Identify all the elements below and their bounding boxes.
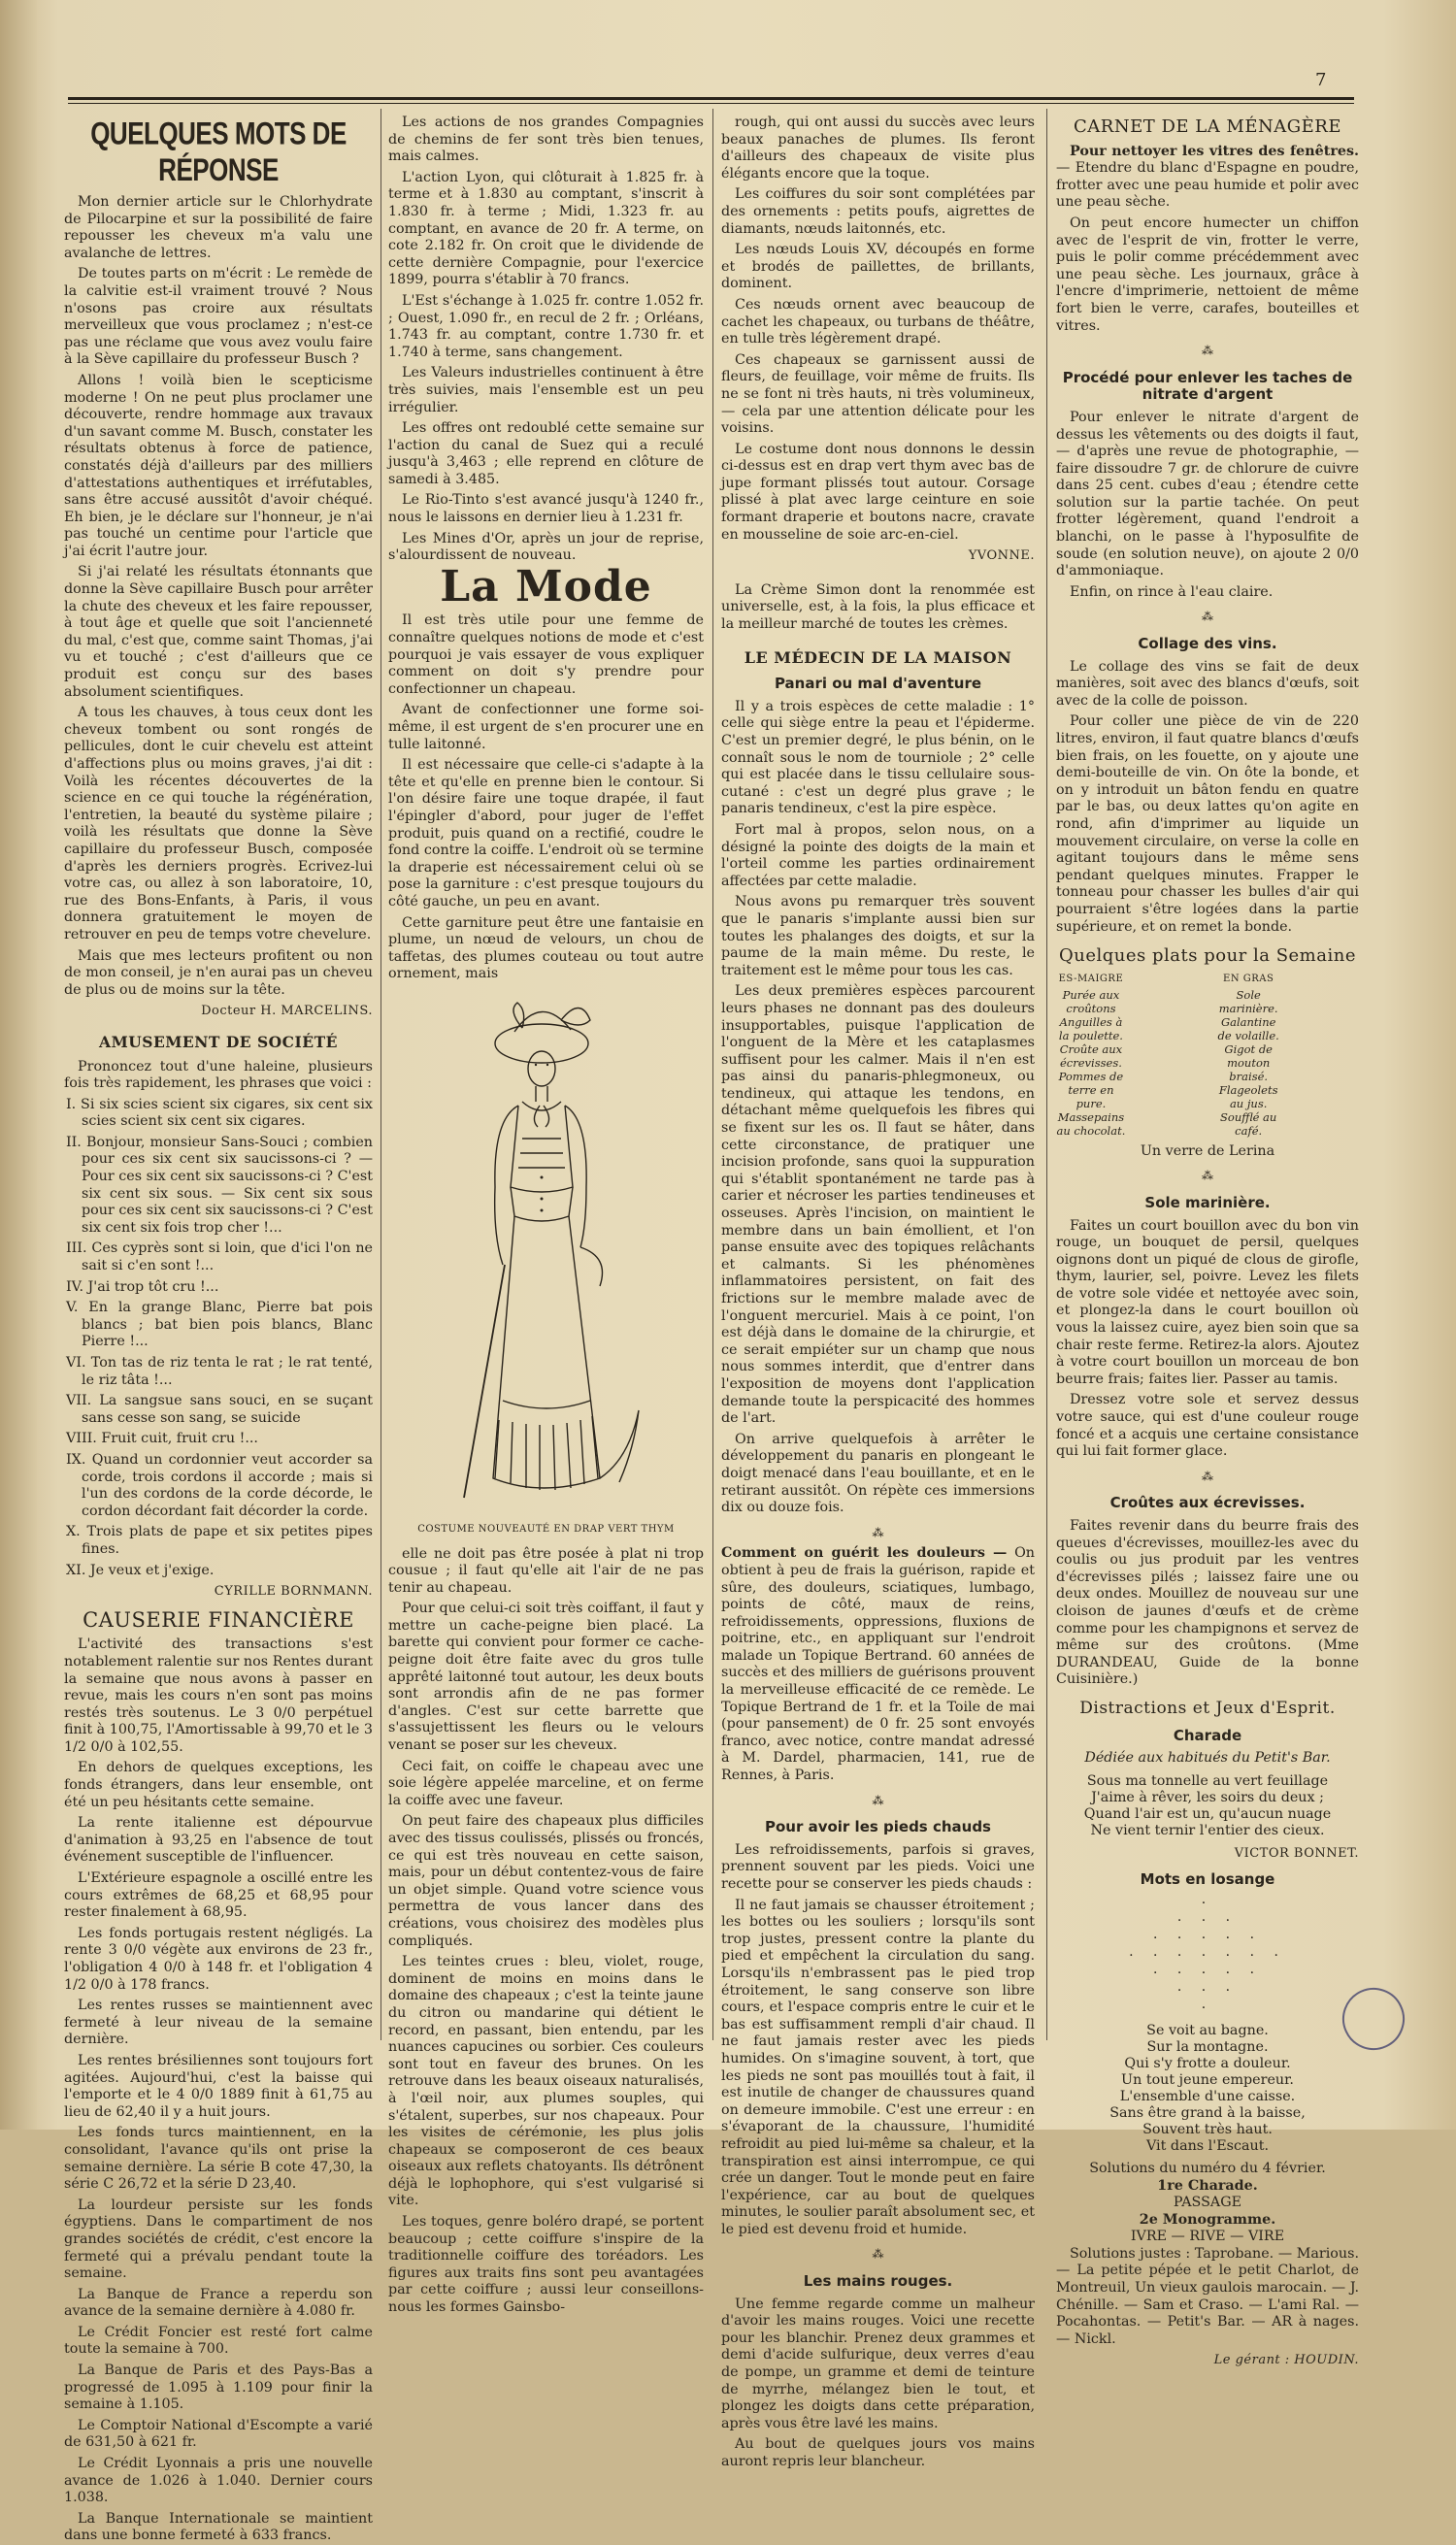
paragraph: Le Crédit Foncier est resté fort calme toute la semaine à 700. xyxy=(64,2324,373,2358)
section-title-carnet: CARNET DE LA MÉNAGÈRE xyxy=(1074,116,1341,137)
column-3 xyxy=(721,115,1035,2469)
paragraph: VII. La sangsue sans souci, en se suçant sans cesse son sang, se suicide xyxy=(66,1393,373,1426)
mode-body-before xyxy=(388,612,704,982)
header-rule-thin xyxy=(68,103,1354,104)
losange-clues xyxy=(1056,2023,1359,2155)
paragraph: IV. J'ai trop tôt cru !... xyxy=(66,1278,219,1295)
panari-body xyxy=(721,699,1035,1517)
column-2 xyxy=(388,115,704,2316)
clue-line: L'ensemble d'une caisse. xyxy=(1119,2088,1296,2104)
paragraph: La Banque Internationale se maintient dans une bonne fermeté à 633 francs. xyxy=(64,2510,373,2544)
clue-line: Se voit au bagne. xyxy=(1146,2022,1269,2038)
gerant-signature: Le gérant : HOUDIN. xyxy=(1213,2353,1359,2368)
separator-stars: ⁂ xyxy=(1202,610,1213,624)
paragraph: Les fonds portugais restent négligés. La rente 3 0/0 végète aux environs de 23 fr., l'obligation 4 0/0 à 148 fr. et l'obligation 4 1/2 0/0 à 178 francs. xyxy=(64,1925,373,1993)
subtitle-pieds: Pour avoir les pieds chauds xyxy=(764,1818,991,1836)
paragraph: X. Trois plats de pape et six petites pipes fines. xyxy=(66,1524,373,1557)
paragraph: Mais que mes lecteurs profitent ou non de mon conseil, je n'en aurai pas un cheveu de plus ou de moins sur la tête. xyxy=(64,947,373,998)
charade-poem xyxy=(1056,1773,1359,1839)
menu-item: Galantine de volaille. xyxy=(1217,1014,1279,1042)
paragraph: Ceci fait, on coiffe le chapeau avec une soie légère appelée marceline, et on ferme la coiffe avec une faveur. xyxy=(388,1758,704,1808)
clue-line: Un tout jeune empereur. xyxy=(1121,2071,1294,2088)
article-title-mode: La Mode xyxy=(440,561,652,611)
paragraph: Nous avons pu remarquer très souvent que le panaris s'implante aussi bien sur toutes les phalanges des doigts, et sur la paume de la main même. Du reste, le traitement est le même pour tous les cas. xyxy=(721,894,1035,978)
charade-dedication: Dédiée aux habitués du Petit's Bar. xyxy=(1084,1750,1331,1767)
subtitle-panari: Panari ou mal d'aventure xyxy=(774,675,982,693)
separator-stars: ⁂ xyxy=(1202,1469,1213,1483)
paragraph: Le Rio-Tinto s'est avancé jusqu'à 1240 fr., nous le laissons en dernier lieu à 1.231 fr. xyxy=(388,492,704,526)
column-1 xyxy=(64,115,373,2544)
paragraph: Les refroidissements, parfois si graves, prennent souvent par les pieds. Voici une recette pour se conserver les pieds chauds : xyxy=(721,1841,1035,1892)
paragraph: L'Extérieure espagnole a oscillé entre les cours extrêmes de 68,25 et 68,95 pour rester finalement à 68,95. xyxy=(64,1870,373,1921)
article-title-causerie: CAUSERIE FINANCIÈRE xyxy=(83,1607,354,1632)
menu-header: ES-MAIGRE xyxy=(1058,973,1124,984)
clue-line: Sans être grand à la baisse, xyxy=(1109,2104,1306,2121)
losange-row: · · · · · xyxy=(1152,1965,1263,1981)
mains-body xyxy=(721,2297,1035,2471)
signature: Docteur H. MARCELINS. xyxy=(201,1004,373,1019)
pieds-body xyxy=(721,1842,1035,2239)
paragraph: Les coiffures du soir sont complétées par des ornements : petits poufs, aigrettes de diamants, nœuds laitonnés, etc. xyxy=(721,186,1035,237)
subtitle-croutes: Croûtes aux écrevisses. xyxy=(1109,1494,1306,1512)
clue-line: Vit dans l'Escaut. xyxy=(1145,2137,1269,2154)
paragraph: En dehors de quelques exceptions, les fonds étrangers, dans leur ensemble, ont été un peu hésitants cette semaine. xyxy=(64,1760,373,1810)
solution-monogramme: IVRE — RIVE — VIRE xyxy=(1130,2229,1285,2245)
paragraph: Les Valeurs industrielles continuent à être très suivies, mais l'ensemble est un peu irrégulier. xyxy=(388,365,704,415)
binding-edge xyxy=(0,0,37,2130)
losange-row: · · · · · xyxy=(1152,1930,1263,1946)
paragraph: Le collage des vins se fait de deux manières, soit avec des blancs d'œufs, soit avec de la colle de poisson. xyxy=(1056,658,1359,709)
subtitle-charade: Charade xyxy=(1173,1726,1242,1744)
subtitle-losange: Mots en losange xyxy=(1140,1870,1275,1889)
poem-line: Sous ma tonnelle au vert feuillage xyxy=(1086,1772,1329,1789)
paragraph: Pour enlever le nitrate d'argent de dessus les vêtements ou des doigts il faut, — d'après une revue de photographie, — faire dissoudre 7 gr. de chlorure de cuivre dans 25 cent. cubes d'eau ; étendre cette solution sur la partie tachée. On peut frotter légèrement, quand l'endroit a blanchi, on le passe à l'hyposulfite de soude (en solution neuve), on ajoute 2 0/0 d'ammoniaque. xyxy=(1056,409,1359,579)
column-rule xyxy=(712,109,713,2040)
paragraph: La Banque de Paris et des Pays-Bas a progressé de 1.095 à 1.109 pour finir la semaine à 1.105. xyxy=(64,2363,373,2413)
paragraph: Enfin, on rince à l'eau claire. xyxy=(1070,583,1274,600)
article-causerie-body xyxy=(64,1636,373,2545)
paragraph: rough, qui ont aussi du succès avec leurs beaux panaches de plumes. Ils feront d'ailleurs des chapeaux de visite plus élégants encore que la toque. xyxy=(721,115,1035,182)
separator-stars: ⁂ xyxy=(1202,344,1213,358)
paragraph: Fort mal à propos, selon nous, on a désigné la pointe des doigts de la main et l'orteil comme les parties ordinairement affectées par cette maladie. xyxy=(721,821,1035,889)
paragraph: Au bout de quelques jours vos mains auront repris leur blancheur. xyxy=(721,2436,1035,2469)
fashion-illustration xyxy=(425,993,668,1517)
paragraph: Faites revenir dans du beurre frais des queues d'écrevisses, mouillez-les avec du coulis ou jus produit par les ventres d'écrevisses pilés ; laissez faire une ou deux ondes. Mouillez de nouveau sur une cloison de jaunes d'œufs et de crème comme pour les champignons et servez de même sur des croûtons. (Mme DURANDEAU, Guide de la bonne Cuisinière.) xyxy=(1056,1518,1359,1688)
vitres-title: Pour nettoyer les vitres des fenêtres. xyxy=(1070,143,1359,159)
article-title-amusement: AMUSEMENT DE SOCIÉTÉ xyxy=(99,1032,338,1051)
menu-item: Gigot de mouton braisé. xyxy=(1224,1041,1273,1083)
signature: CYRILLE BORNMANN. xyxy=(214,1584,373,1600)
paragraph: L'Est s'échange à 1.025 fr. contre 1.052 fr. ; Ouest, 1.090 fr., en recul de 2 fr. ; Orléans, 1.743 fr. au comptant, contre 1.730 fr. et 1.740 à terme, sans changement. xyxy=(388,292,704,360)
menu-item: Massepains au chocolat. xyxy=(1056,1109,1126,1138)
losange-grid xyxy=(1056,1895,1359,2017)
douleurs-paragraph xyxy=(721,1545,1035,1784)
poem-line: J'aime à rêver, les soirs du deux ; xyxy=(1091,1789,1324,1805)
paragraph: La rente italienne est dépourvue d'animation à 93,25 en l'absence de tout événement susceptible de l'influencer. xyxy=(64,1815,373,1866)
menu-header: EN GRAS xyxy=(1223,973,1274,984)
paragraph: Allons ! voilà bien le scepticisme moderne ! On ne peut plus proclamer une découverte, rendre hommage aux travaux d'un savant comme M. Busch, constater les résultats obtenus à force de patience, constatés déjà d'ailleurs par des milliers d'attestations authentiques et irréfutables, sans être accusé aussitôt d'avoir chéqué. Eh bien, je le déclare sur l'honneur, je n'ai pas touché un centime pour l'article que j'ai écrit l'autre jour. xyxy=(64,372,373,559)
clue-line: Qui s'y frotte a douleur. xyxy=(1124,2055,1291,2071)
poem-line: Ne vient ternir l'entier des cieux. xyxy=(1090,1822,1325,1838)
signature: VICTOR BONNET. xyxy=(1234,1845,1359,1861)
paragraph: Une femme regarde comme un malheur d'avoir les mains rouges. Voici une recette pour les blanchir. Prenez deux grammes et demi d'acide sulfurique, deux verres d'eau de pompe, un gramme et demi de teinture de myrrhe, mélangez bien le tout, et plongez les doigts dans cette préparation, après vous être lavé les mains. xyxy=(721,2296,1035,2431)
paragraph: Ces chapeaux se garnissent aussi de fleurs, de feuillage, voir même de fruits. Ils ne se font ni très hauts, ni très volumineux, — cela par une attention délicate pour les voisins. xyxy=(721,351,1035,437)
paragraph: Il est nécessaire que celle-ci s'adapte à la tête et qu'elle en prenne bien le contour. Si l'on désire faire une toque drapée, il faut l'épingler d'abord, pour juger de l'effet produit, puis quand on a rectifié, coudre le fond contre la coiffe. L'endroit où se termine la draperie est nécessairement celui où se pose la garniture : c'est presque toujours du côté gauche, un peu en avant. xyxy=(388,757,704,909)
article-reponse-body xyxy=(64,194,373,999)
separator-stars: ⁂ xyxy=(1202,1169,1213,1183)
article-title-reponse: QUELQUES MOTS DE RÉPONSE xyxy=(90,115,347,188)
paragraph: De toutes parts on m'écrit : Le remède de la calvitie est-il vraiment trouvé ? Nous n'osons pas croire aux résultats merveilleux que vous proclamez ; n'est-ce pas une réclame que vous avez voulu faire à la Sève capillaire du professeur Busch ? xyxy=(64,266,373,368)
paragraph: elle ne doit pas être posée à plat ni trop cousue ; il faut qu'elle ait l'air de ne pas tenir au chapeau. xyxy=(388,1545,704,1596)
illustration-caption: COSTUME NOUVEAUTÉ EN DRAP VERT THYM xyxy=(417,1523,675,1535)
paragraph: Les actions de nos grandes Compagnies de chemins de fer sont très bien tenues, mais calmes. xyxy=(388,115,704,165)
paragraph: Les toques, genre boléro drapé, se portent beaucoup ; cette coiffure s'inspire de la traditionnelle coiffure des toréadors. Les figures aux traits fins sont peu avantagées par cette coiffure ; aussi leur conseillons-nous les formes Gainsbo- xyxy=(388,2214,704,2316)
paragraph: L'action Lyon, qui clôturait à 1.825 fr. à terme et à 1.830 au comptant, s'inscrit à 1.830 fr. à terme ; Midi, 1.323 fr. au comptant, en avance de 20 fr. A terme, on cote 2.182 fr. On croit que le dividende de cette dernière Compagnie, pour l'exercice 1899, pourra s'établir à 70 francs. xyxy=(388,169,704,288)
paragraph: Les rentes brésiliennes sont toujours fort agitées. Aujourd'hui, c'est la baisse qui l'emporte et le 4 0/0 1889 finit à 61,75 au lieu de 62,40 il y a huit jours. xyxy=(64,2052,373,2120)
paragraph: Prononcez tout d'une haleine, plusieurs fois très rapidement, les phrases que voici : xyxy=(64,1058,373,1092)
subtitle-mains: Les mains rouges. xyxy=(803,2272,953,2291)
paragraph: Les rentes russes se maintiennent avec fermeté à leur niveau de la semaine dernière. xyxy=(64,1998,373,2048)
clue-line: Sur la montagne. xyxy=(1146,2038,1269,2055)
paragraph: Dressez votre sole et servez dessus votre sauce, qui est d'une couleur rouge foncé et a acquis une certaine consistance qui lui fait former glace. xyxy=(1056,1392,1359,1460)
paragraph: On peut faire des chapeaux plus difficiles avec des tissus coulissés, plissés ou froncés, ce qui est très nouveau en cette saison, mais, pour un début contentez-vous de faire un objet simple. Quand votre science vous permettra de vous lancer dans des créations, vous choisirez des modèles plus compliqués. xyxy=(388,1813,704,1949)
mode-body-after xyxy=(388,1546,704,2317)
separator-stars: ⁂ xyxy=(872,1525,884,1539)
vitres-text: — Etendre du blanc d'Espagne en poudre, frotter avec une peau humide et polir avec une peau sèche. xyxy=(1056,160,1359,211)
paragraph: XI. Je veux et j'exige. xyxy=(66,1562,215,1578)
paragraph: I. Si six scies scient six cigares, six cent six scies scient six cent six cigares. xyxy=(66,1096,373,1130)
paragraph: Les fonds turcs maintiennent, en la consolidant, l'avance qu'ils ont prise la semaine dernière. La série B cote 47,30, la série C 26,72 et la série D 23,40. xyxy=(64,2125,373,2193)
paragraph: Les nœuds Louis XV, découpés en forme et brodés de paillettes, de brillants, dominent. xyxy=(721,242,1035,292)
menu-wine: Un verre de Lerina xyxy=(1140,1142,1275,1159)
menu-item: Pommes de terre en pure. xyxy=(1058,1069,1124,1110)
paragraph: L'activité des transactions s'est notablement ralentie sur nos Rentes durant la semaine que nous avons à passer en revue, mais les cours n'en sont pas moins restés très soutenus. Le 3 0/0 perpétuel finit à 100,75, l'Amortissable à 99,70 et le 3 1/2 0/0 à 102,55. xyxy=(64,1636,373,1755)
menu-item: Croûte aux écrevisses. xyxy=(1059,1041,1123,1070)
menu-item: Purée aux croûtons xyxy=(1062,987,1120,1015)
paragraph: Mon dernier article sur le Chlorhydrate de Pilocarpine et sur la possibilité de faire repousser les cheveux m'a valu une avalanche de lettres. xyxy=(64,194,373,261)
douleurs-title: Comment on guérit les douleurs — xyxy=(721,1545,1008,1562)
tongue-twister-list xyxy=(64,1097,373,1579)
paragraph: Il y a trois espèces de cette maladie : 1° celle qui siège entre la peau et l'épiderme. C'est un premier degré, le plus bénin, on le connaît sous le nom de tourniole ; 2° celle qui est placée dans le tissu cellulaire sous-cutané : c'est un degré plus grave ; le panaris tendineux, c'est la pire espèce. xyxy=(721,698,1035,817)
solution-monogramme-title: 2e Monogramme. xyxy=(1139,2211,1276,2228)
paragraph: La Banque de France a reperdu son avance de la semaine dernière à 4.080 fr. xyxy=(64,2286,373,2320)
menu-item: Anguilles à la poulette. xyxy=(1058,1014,1123,1042)
separator-stars: ⁂ xyxy=(872,2247,884,2262)
paragraph: Le Crédit Lyonnais a pris une nouvelle avance de 1.026 à 1.040. Dernier cours 1.038. xyxy=(64,2456,373,2506)
paragraph: VI. Ton tas de riz tenta le rat ; le rat tenté, le riz tâta !... xyxy=(66,1355,373,1388)
paragraph: On peut encore humecter un chiffon avec de l'esprit de vin, frotter le verre, puis le polir comme précédemment avec une peau sèche. Les journaux, grâce à l'encre d'imprimerie, nettoient de même fort bien le verre, carafes, bouteilles et vitres. xyxy=(1056,215,1359,334)
losange-row: · xyxy=(1201,1895,1214,1911)
paragraph: Pour que celui-ci soit très coiffant, il faut y mettre un cache-peigne bien placé. La barette qui convient pour former ce cache-peigne doit être faite avec du gros tulle apprêté laitonné tout autour, les deux bouts sont arrondis afin de ne pas former d'angles. C'est sur cette barrette que s'assujettissent les fleurs ou le velours venant se poser sur les cheveux. xyxy=(388,1601,704,1754)
losange-row: · · · xyxy=(1176,1912,1239,1929)
separator-stars: ⁂ xyxy=(872,1793,884,1807)
paragraph: VIII. Fruit cuit, fruit cru !... xyxy=(66,1431,258,1447)
finance-continued xyxy=(388,115,704,565)
menu-item: Soufflé au café. xyxy=(1220,1109,1277,1138)
paragraph: Pour coller une pièce de vin de 220 litres, environ, il faut quatre blancs d'œufs bien frais, on les fouette, on y ajoute une demi-bouteille de vin. On ôte la bonde, et on y introduit un bâton fendu en quatre par le bas, ou deux lattes qu'on agite en rond, afin d'imprimer au liquide un mouvement circulaire, on verse la colle en agitant toujours dans le même sens pendant quelques minutes. Frapper le tonneau pour chasser les bulles d'air qui pourraient s'être logées dans la partie supérieure, et on remet la bonde. xyxy=(1056,713,1359,935)
paragraph: V. En la grange Blanc, Pierre bat pois blancs ; bat bien pois blancs, Blanc Pierre !... xyxy=(66,1300,373,1350)
signature: YVONNE. xyxy=(968,548,1035,564)
subtitle-nitrate: Procédé pour enlever les taches de nitrate d'argent xyxy=(1062,368,1353,404)
column-4 xyxy=(1056,115,1359,2368)
advertisement-creme-simon: La Crème Simon dont la renommée est universelle, est, à la fois, la plus efficace et la meilleur marché de toutes les crèmes. xyxy=(721,581,1035,633)
solutions-justes: Solutions justes : Taprobane. — Marious. — La petite pépée et le petit Charlot, de Montreuil, Un vieux gaulois marocain. — J. Chénille. — Sam et Craso. — L'ami Ral. — Pocahontas. — Petit's Bar. — AR à nages. — Nickl. xyxy=(1056,2245,1359,2347)
paragraph: La lourdeur persiste sur les fonds égyptiens. Dans le compartiment de nos grandes sociétés de crédit, c'est encore la fermeté qui a prévalu pendant toute la semaine. xyxy=(64,2197,373,2282)
page-number: 7 xyxy=(1315,70,1327,90)
paragraph: Faites un court bouillon avec du bon vin rouge, un bouquet de persil, quelques oignons dont un piqué de clous de girofle, thym, laurier, sel, poivre. Levez les filets de votre sole vidée et nettoyée avec soin, et plongez-la dans le court bouillon où vous la laissez cuire, ayez bien soin que sa chair reste ferme. Retirez-la alors. Ajoutez à votre court bouillon un morceau de bon beurre frais; faites lier. Passer au tamis. xyxy=(1056,1217,1359,1387)
menu-gras xyxy=(1213,973,1359,1138)
paragraph: Le Comptoir National d'Escompte a varié de 631,50 à 621 fr. xyxy=(64,2417,373,2451)
paragraph: A tous les chauves, à tous ceux dont les cheveux tombent ou sont rongés de pellicules, dont le cuir chevelu est atteint d'affections plus ou moins graves, j'ai dit : Voilà les récentes découvertes de la science en ce qui touche la régénération, l'entretien, la beauté du système pilaire ; voilà les résultats que donne la Sève capillaire du professeur Busch, composée d'après les derniers progrès. Ecrivez-lui votre cas, ou allez à son laboratoire, 10, rue des Bons-Enfants, à Paris, il vous donnera gratuitement le moyen de retrouver en peu de temps votre chevelure. xyxy=(64,705,373,942)
paragraph: Il est très utile pour une femme de connaître quelques notions de mode et c'est pourquoi je vais essayer de vous expliquer comment on doit s'y prendre pour confectionner un chapeau. xyxy=(388,612,704,697)
section-title-plats: Quelques plats pour la Semaine xyxy=(1059,945,1356,967)
paragraph: Les teintes crues : bleu, violet, rouge, dominent de moins en moins dans le domaine des chapeaux ; c'est la teinte jaune du citron ou mandarine qui détient le record, en passant, bien entendu, par les nuances capucines ou sorbier. Ces couleurs sont tout en faveur des brunes. On les retrouve dans les beaux oiseaux naturalisés, à l'œil noir, aux plumes souples, qui s'étalent, superbes, sur nos chapeaux. Pour les visites de cérémonie, les plus jolis chapeaux se composeront de ces beaux oiseaux aux reflets chatoyants. Ils détrônent déjà le lophophore, qui s'est vulgarisé si vite. xyxy=(388,1954,704,2209)
poem-line: Quand l'air est un, qu'aucun nuage xyxy=(1083,1805,1332,1822)
menu-item: Flageolets au jus. xyxy=(1218,1082,1278,1110)
paragraph: Le costume dont nous donnons le dessin ci-dessus est en drap vert thym avec bas de jupe formant plissés tout autour. Corsage plissé à plat avec large ceinture en soie formant draperie et boutons nacre, cravate en mousseline de soie arc-en-ciel. xyxy=(721,441,1035,543)
solution-charade-title: 1re Charade. xyxy=(1157,2177,1258,2194)
losange-row: · xyxy=(1201,2000,1214,2016)
douleurs-text: On obtient à peu de frais la guérison, rapide et sûre, des douleurs, sciatiques, lumbago, points de côté, maux de reins, refroidissements, oppressions, fluxions de poitrine, etc., en appliquant sur l'endroit malade un Topique Bertrand. 60 années de succès et des milliers de guérisons prouvent la merveilleuse efficacité de ce remède. Le Topique Bertrand de 1 fr. et la Toile de mai (pour pansement) de 0 fr. 25 sont envoyés franco, avec notice, contre mandat adressé à M. Dardel, pharmacien, 141, rue de Rennes, à Paris. xyxy=(721,1545,1035,1784)
paragraph: Les deux premières espèces parcourent leurs phases ne donnant pas des douleurs insupportables, puisque l'application de l'onguent de la Mère et les cataplasmes suffisent pour les calmer. Mais il n'en est pas ainsi du panaris-phlegmoneux, ou tendineux, qui attaque les tendons, en détachant même quelquefois les fibres qui se fixent sur les os. Il faut se hâter, dans cette circonstance, de pratiquer une incision profonde, sans quoi la suppuration qui s'établit spontanément ne tarde pas à carier et nécroser les parties tendineuses et osseuses. Après l'incision, on maintient le membre dans un bain émollient, et l'on panse ensuite avec des topiques relâchants et calmants. Si les phénomènes inflammatoires persistent, on fait des frictions sur le membre malade avec de l'onguent mercuriel. Mais à ce point, l'on est déjà dans le domaine de la chirurgie, et ce serait empiéter sur un champ que nous nous sommes interdit, que d'entrer dans l'exposition de moyens dont l'application demande toute la perspicacité des hommes de l'art. xyxy=(721,983,1035,1427)
paragraph: II. Bonjour, monsieur Sans-Souci ; combien pour ces six cent six saucissons-ci ? — Pour ces six cent six saucissons-ci ? C'est six cent six sous. — Six cent six sous pour ces six cent six saucissons-ci ? C'est six cent six fois trop cher !... xyxy=(66,1134,373,1236)
paragraph: Si j'ai relaté les résultats étonnants que donne la Sève capillaire Busch pour arrêter la chute des cheveux et les faire repousser, à tout âge et quelle que soit l'ancienneté du mal, c'est que, comme saint Thomas, j'ai vu et touché ; c'est d'ailleurs que ce produit est conçu sur des bases absolument scientifiques. xyxy=(64,564,373,700)
paragraph: Avant de confectionner une forme soi-même, il est urgent de s'en procurer une en tulle laitonné. xyxy=(388,702,704,752)
paragraph: III. Ces cyprès sont si loin, que d'ici l'on ne sait si c'en sont !... xyxy=(66,1240,373,1274)
vitres-paragraph xyxy=(1056,144,1359,212)
paragraph: Les offres ont redoublé cette semaine sur l'action du canal de Suez qui a reculé jusqu'à 3,463 ; elle reprend en clôture de samedi à 3.485. xyxy=(388,420,704,487)
subtitle-collage: Collage des vins. xyxy=(1138,635,1277,653)
solutions-title: Solutions du numéro du 4 février. xyxy=(1089,2160,1326,2176)
section-title-jeux: Distractions et Jeux d'Esprit. xyxy=(1079,1698,1336,1718)
losange-row: · · · xyxy=(1176,1982,1239,1999)
paragraph: Les Mines d'Or, après un jour de reprise, s'alourdissent de nouveau. xyxy=(388,530,704,564)
menu-maigre xyxy=(1056,973,1202,1138)
paragraph: IX. Quand un cordonnier veut accorder sa corde, trois cordons il accorde ; mais si l'un des cordons de la corde décorde, le cordon décordant fait décorder la corde. xyxy=(66,1451,373,1519)
section-title-medecin: LE MÉDECIN DE LA MAISON xyxy=(744,647,1012,667)
losange-row: · · · · · · · xyxy=(1129,1947,1286,1964)
paragraph: Cette garniture peut être une fantaisie en plume, un nœud de velours, un chou de taffetas, des plumes couteau ou tout autre ornement, mais xyxy=(388,914,704,982)
paragraph: On arrive quelquefois à arrêter le développement du panaris en plongeant le doigt menacé dans l'eau bouillante, et en le retirant aussitôt. On répète ces immersions dix ou douze fois. xyxy=(721,1431,1035,1516)
mode-continued xyxy=(721,115,1035,544)
subtitle-sole: Sole marinière. xyxy=(1144,1193,1271,1211)
paragraph: Il ne faut jamais se chausser étroitement ; les bottes ou les souliers ; lorsqu'ils sont trop justes, pressent contre la plante du pied et empêchent la circulation du sang. Lorsqu'ils n'embrassent pas le pied trop étroitement, le sang conserve son libre cours, et l'espace compris entre le cuir et le bas est suffisamment rempli d'air chaud. Il ne faut jamais rester avec les pieds humides. On s'imagine souvent, à tort, que les pieds ne sont pas mouillés tout à fait, il est inutile de changer de chaussures quand on demeure immobile. C'est une erreur : en s'évaporant de la chaussure, l'humidité refroidit au pied lui-même sa chaleur, et la transpiration est ainsi interrompue, ce qui crée un danger. Tout le monde peut en faire l'expérience, car au bout de quelques minutes, le soulier paraît absolument sec, et le pied est devenu froid et humide. xyxy=(721,1897,1035,2237)
weekly-menu xyxy=(1056,973,1359,1138)
menu-item: Sole marinière. xyxy=(1218,987,1278,1015)
header-rule xyxy=(68,97,1354,100)
solution-charade: PASSAGE xyxy=(1173,2195,1242,2211)
column-rule xyxy=(1046,109,1047,2040)
paragraph: Ces nœuds ornent avec beaucoup de cachet les chapeaux, ou turbans de théâtre, en tulle très légèrement drapé. xyxy=(721,296,1035,347)
clue-line: Souvent très haut. xyxy=(1142,2121,1273,2137)
